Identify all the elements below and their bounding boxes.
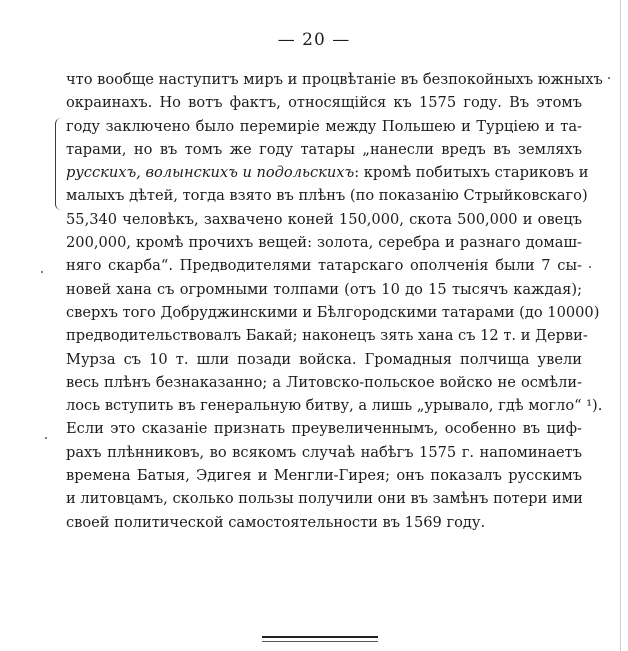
end-rule [262,636,378,638]
margin-pencil-mark [55,118,64,210]
paper-speck [45,437,47,439]
text-line: времена Батыя, Эдигея и Менгли-Гирея; онъ показалъ русскимъ [66,467,582,485]
text-line: предводительствовалъ Бакай; наконецъ зять хана съ 12 т. и Дерви- [66,327,588,345]
text-line: и литовцамъ, сколько пользы получили они въ замѣнъ потери ими [66,490,583,508]
text-fragment: : кромѣ побитыхъ стариковъ и [354,164,589,182]
text-line: году заключено было перемиріе между Польшею и Турціею и та- [66,117,582,135]
text-line: малыхъ дѣтей, тогда взято въ плѣнъ (по показанію Стрыйковскаго) [66,187,588,205]
text-line: рахъ плѣнниковъ, во всякомъ случаѣ набѣгъ 1575 г. напоминаетъ [66,443,582,461]
text-line: 200,000, кромѣ прочихъ вещей: золота, серебра и разнаго домаш- [66,234,582,252]
text-line: няго скарба“. Предводителями татарскаго ополченія были 7 сы- [66,257,582,275]
paper-speck [589,266,591,268]
italic-phrase: русскихъ, волынскихъ и подольскихъ [66,164,355,182]
text-line: новей хана съ огромными толпами (отъ 10 до 15 тысячъ каждая); [66,280,582,298]
text-line [66,161,589,184]
text-line: тарами, но въ томъ же году татары „нанесли вредъ въ земляхъ [66,140,582,158]
paper-speck [41,271,43,273]
body-paragraph [66,68,603,534]
text-line: Если это сказаніе признать преувеличеннымъ, особенно въ циф- [66,420,582,438]
text-line: лось вступить въ генеральную битву, а лишь „урывало, гдѣ могло“ ¹). [66,397,603,415]
text-line: 55,340 человѣкъ, захвачено коней 150,000, скота 500,000 и овецъ [66,210,582,228]
text-line: окраинахъ. Но вотъ фактъ, относящійся къ 1575 году. Въ этомъ [66,94,582,112]
text-line: Мурза съ 10 т. шли позади войска. Громадныя полчища увели [66,350,582,368]
text-line: что вообще наступитъ миръ и процвѣтаніе въ безпокойныхъ южныхъ [66,71,603,88]
text-line: своей политической самостоятельности въ 1569 году. [66,513,486,531]
text-line: сверхъ того Добруджинскими и Бѣлгородскими татарами (до 10000) [66,303,600,321]
paper-speck [608,77,610,79]
text-line: весь плѣнъ безнаказанно; а Литовско-польское войско не осмѣли- [66,373,582,391]
page-number: — 20 — [277,30,351,50]
end-rule-thin [262,641,378,642]
